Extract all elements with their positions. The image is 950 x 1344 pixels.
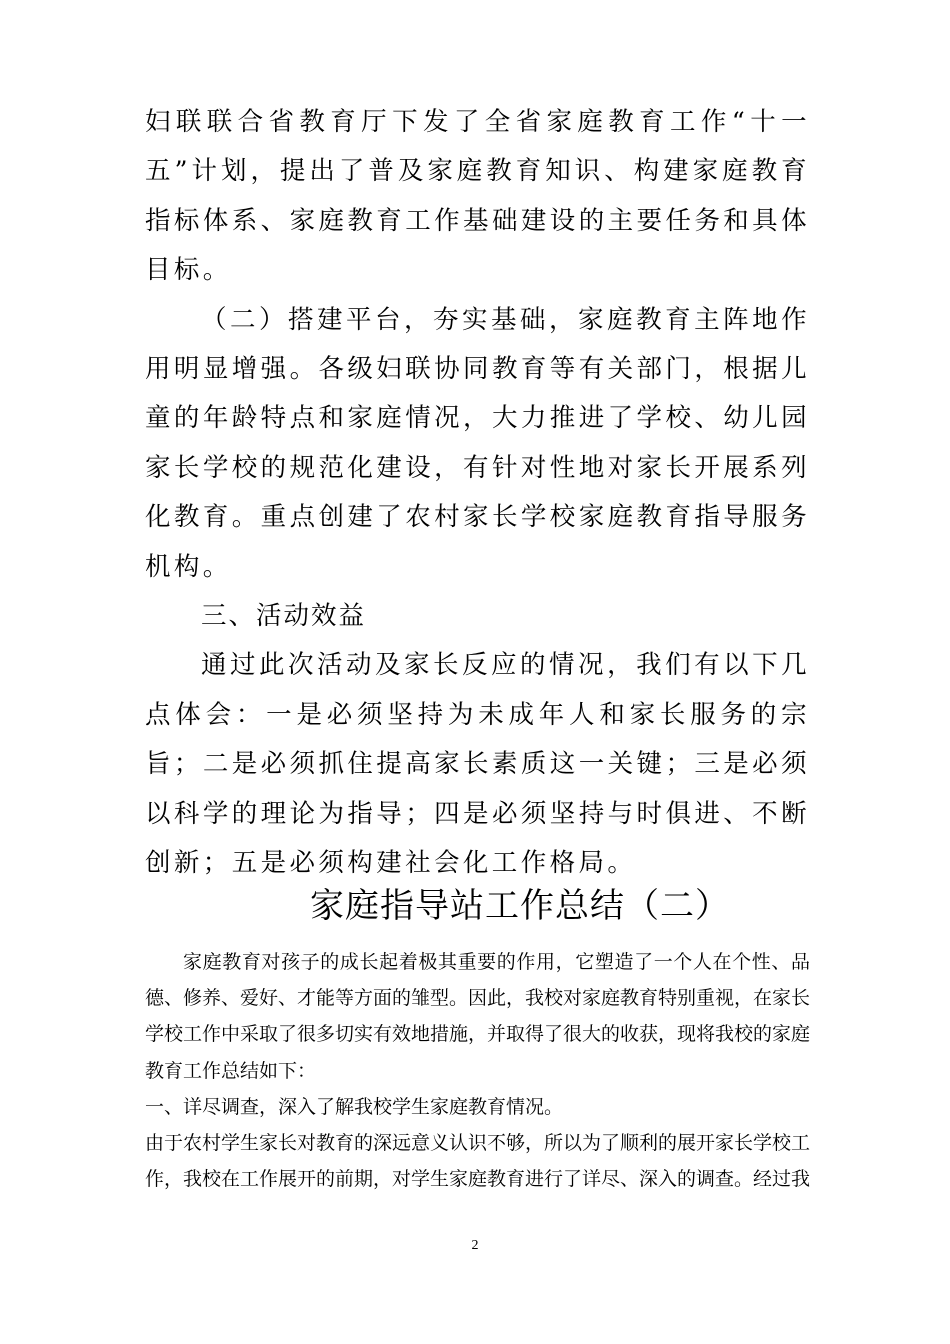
paragraph-plan: 妇联联合省教育厅下发了全省家庭教育工作“十一五”计划，提出了普及家庭教育知识、构建家庭教育指标体系、家庭教育工作基础建设的主要任务和具体目标。 [145, 107, 810, 286]
document-title: 家庭指导站工作总结（二） [310, 886, 730, 926]
page-number: 2 [471, 1238, 479, 1253]
paragraph-experience: 通过此次活动及家长反应的情况，我们有以下几点体会：一是必须坚持为未成年人和家长服务的宗旨；二是必须抓住提高家长素质这一关键；三是必须以科学的理论为指导；四是必须坚持与时俱进、不断创新；五是必须构建社会化工作格局。 [145, 650, 810, 879]
paragraph-intro: 家庭教育对孩子的成长起着极其重要的作用，它塑造了一个人在个性、品德、修养、爱好、才能等方面的雏型。因此，我校对家庭教育特别重视，在家长学校工作中采取了很多切实有效地措施，并取得了很大的收获，现将我校的家庭教育工作总结如下： [145, 951, 811, 1082]
paragraph-survey: 由于农村学生家长对教育的深远意义认识不够，所以为了顺利的展开家长学校工作，我校在工作展开的前期，对学生家庭教育进行了详尽、深入的调查。经过我 [145, 1132, 811, 1191]
section-heading-benefits: 三、活动效益 [201, 601, 367, 632]
section-heading-survey: 一、详尽调查，深入了解我校学生家庭教育情况。 [145, 1095, 564, 1118]
upper-section [145, 98, 810, 889]
paragraph-platform: （二）搭建平台，夯实基础，家庭教育主阵地作用明显增强。各级妇联协同教育等有关部门，根据儿童的年龄特点和家庭情况，大力推进了学校、幼儿园家长学校的规范化建设，有针对性地对家长开展系列化教育。重点创建了农村家长学校家庭教育指导服务机构。 [145, 304, 810, 582]
lower-section [145, 944, 810, 1197]
